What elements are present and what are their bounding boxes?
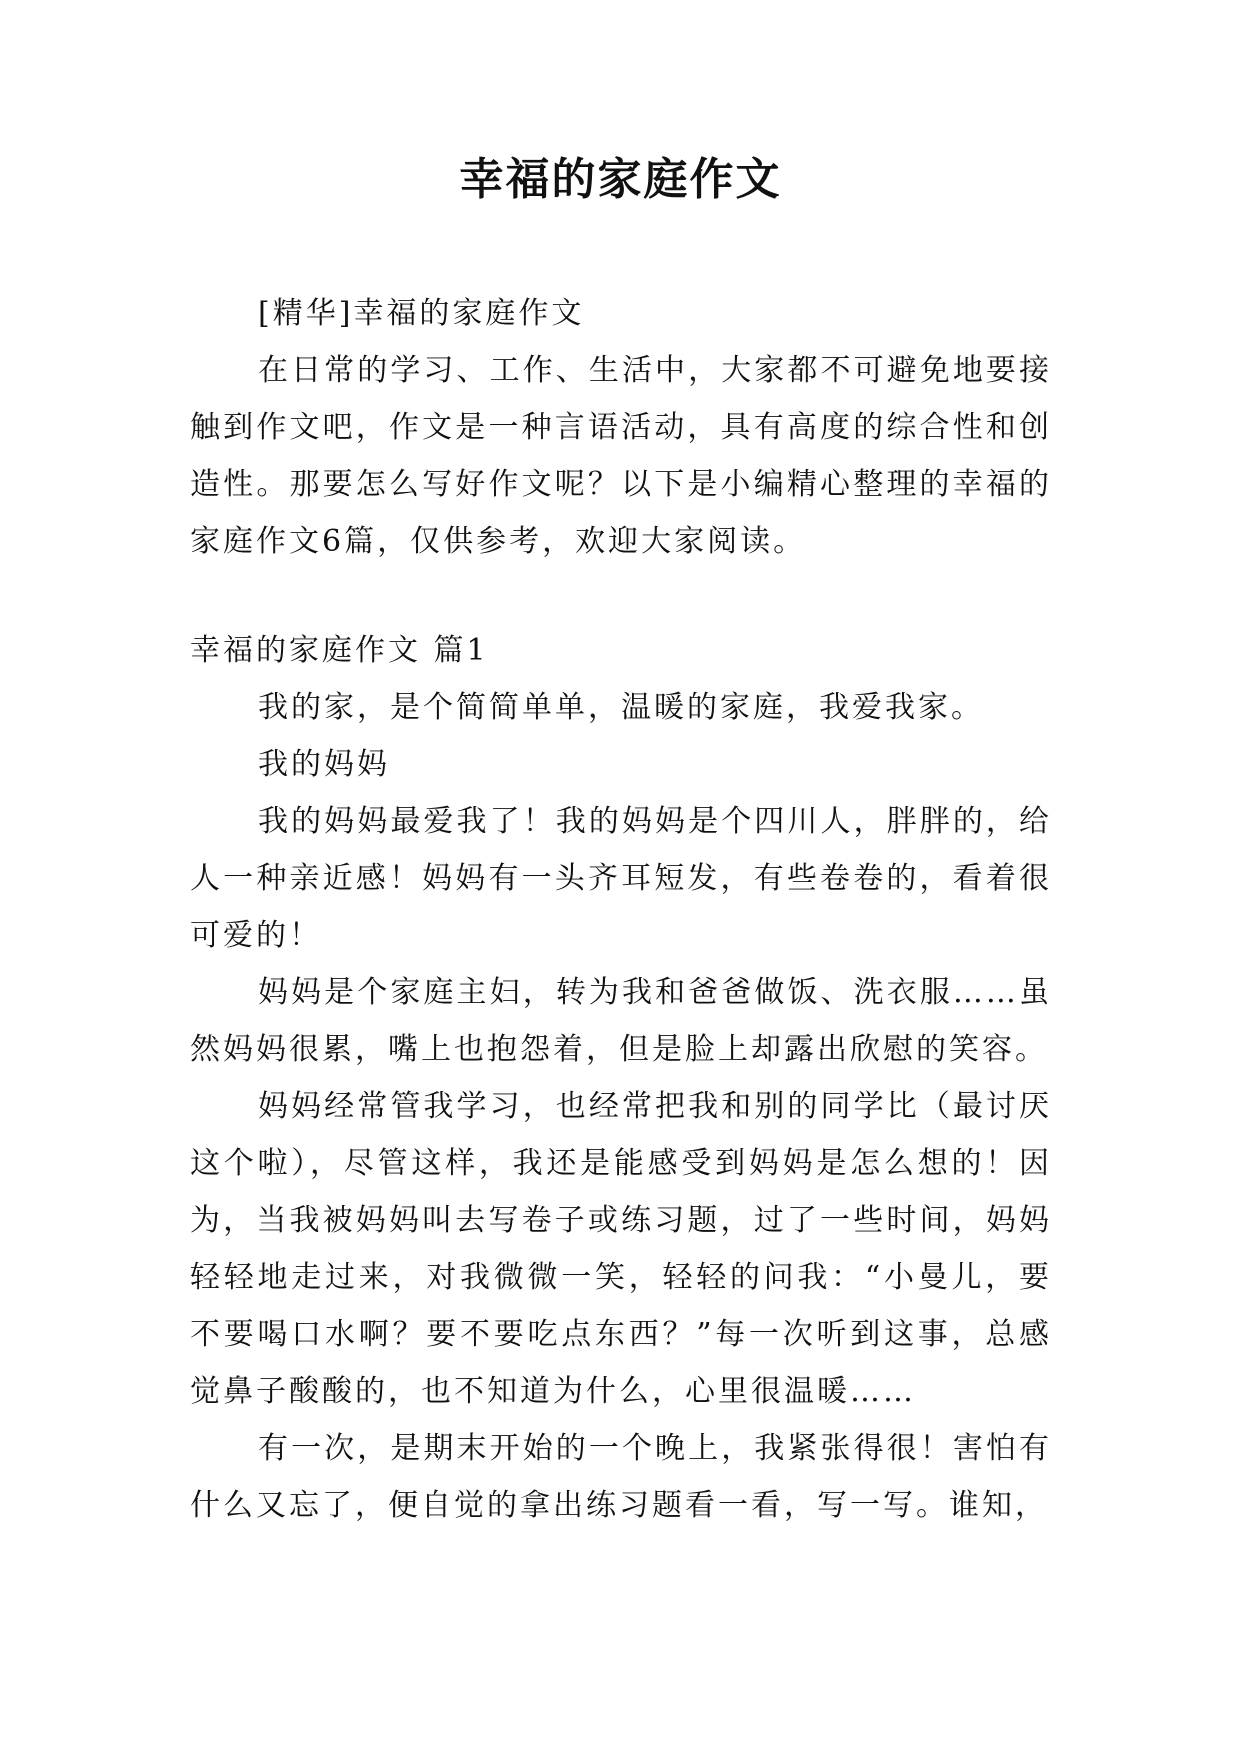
- page-title: 幸福的家庭作文: [459, 154, 782, 205]
- subtitle: [精华]幸福的家庭作文: [258, 296, 585, 331]
- paragraph: 妈妈是个家庭主妇，转为我和爸爸做饭、洗衣服……虽然妈妈很累，嘴上也抱怨着，但是脸上却露出欣慰的笑容。: [190, 975, 1052, 1067]
- paragraph-heading-mom: 我的妈妈: [258, 747, 390, 782]
- document-body: [190, 285, 1052, 1534]
- paragraph: 我的家，是个简简单单，温暖的家庭，我爱我家。: [258, 690, 984, 725]
- paragraph: 有一次，是期末开始的一个晚上，我紧张得很！害怕有什么又忘了，便自觉的拿出练习题看一看，写一写。谁知，: [190, 1431, 1052, 1523]
- paragraph: 我的妈妈最爱我了！我的妈妈是个四川人，胖胖的，给人一种亲近感！妈妈有一头齐耳短发，有些卷卷的，看着很可爱的！: [190, 804, 1052, 953]
- section-heading: 幸福的家庭作文 篇1: [190, 633, 489, 668]
- paragraph: 妈妈经常管我学习，也经常把我和别的同学比（最讨厌这个啦），尽管这样，我还是能感受到妈妈是怎么想的！因为，当我被妈妈叫去写卷子或练习题，过了一些时间，妈妈轻轻地走过来，对我微微一笑，轻轻的问我：“小曼儿，要不要喝口水啊？要不要吃点东西？”每一次听到这事，总感觉鼻子酸酸的，也不知道为什么，心里很温暖……: [190, 1089, 1052, 1409]
- intro-paragraph: 在日常的学习、工作、生活中，大家都不可避免地要接触到作文吧，作文是一种言语活动，具有高度的综合性和创造性。那要怎么写好作文呢？以下是小编精心整理的幸福的家庭作文6篇，仅供参考，欢迎大家阅读。: [190, 353, 1052, 559]
